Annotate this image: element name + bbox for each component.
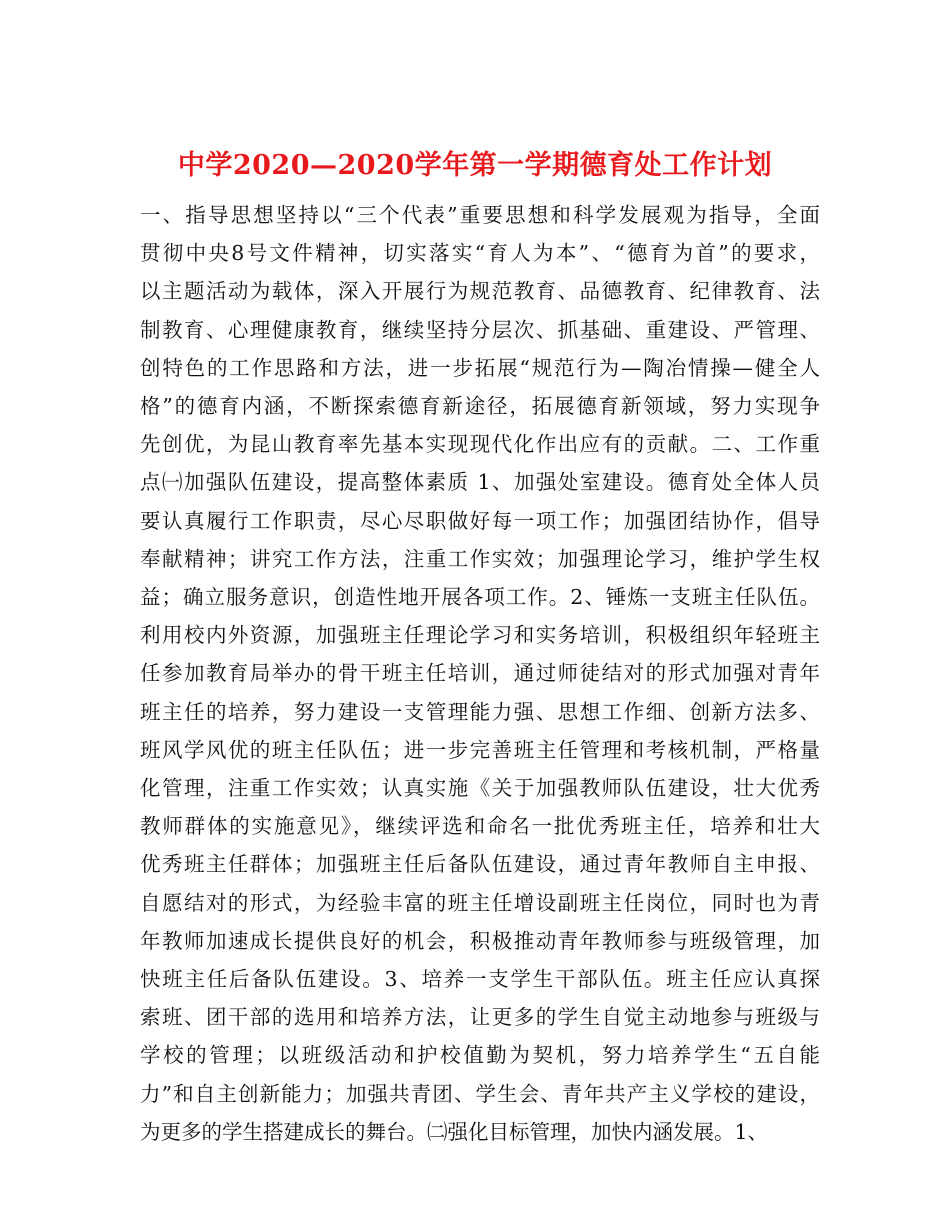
body-line: 化管理，注重工作实效；认真实施《关于加强教师队伍建设，壮大优秀 xyxy=(140,776,820,801)
body-line: 班风学风优的班主任队伍；进一步完善班主任管理和考核机制，严格量 xyxy=(140,737,820,762)
body-line: 先创优，为昆山教育率先基本实现现代化作出应有的贡献。二、工作重 xyxy=(140,432,820,457)
body-line: 创特色的工作思路和方法，进一步拓展“规范行为—陶冶情操—健全人 xyxy=(140,355,820,380)
body-line: 点㈠加强队伍建设，提高整体素质 1、加强处室建设。德育处全体人员 xyxy=(140,470,820,495)
body-line: 贯彻中央8号文件精神，切实落实“育人为本”、“德育为首”的要求， xyxy=(140,241,820,266)
document-title: 中学2020—2020学年第一学期德育处工作计划 xyxy=(177,150,773,182)
body-line: 力”和自主创新能力；加强共青团、学生会、青年共产主义学校的建设， xyxy=(140,1081,820,1106)
body-line: 制教育、心理健康教育，继续坚持分层次、抓基础、重建设、严管理、 xyxy=(140,317,820,342)
body-line: 教师群体的实施意见》，继续评选和命名一批优秀班主任，培养和壮大 xyxy=(140,814,820,839)
body-line: 为更多的学生搭建成长的舞台。㈡强化目标管理，加快内涵发展。1、 xyxy=(140,1119,769,1144)
body-line: 快班主任后备队伍建设。3、培养一支学生干部队伍。班主任应认真探 xyxy=(140,967,820,992)
body-line: 优秀班主任群体；加强班主任后备队伍建设，通过青年教师自主申报、 xyxy=(140,852,820,877)
body-line: 班主任的培养，努力建设一支管理能力强、思想工作细、创新方法多、 xyxy=(140,699,820,724)
body-line: 要认真履行工作职责，尽心尽职做好每一项工作；加强团结协作，倡导 xyxy=(140,508,820,533)
document-body xyxy=(140,196,820,1151)
body-line: 奉献精神；讲究工作方法，注重工作实效；加强理论学习，维护学生权 xyxy=(140,546,820,571)
body-line: 利用校内外资源，加强班主任理论学习和实务培训，积极组织年轻班主 xyxy=(140,623,820,648)
body-line: 自愿结对的形式，为经验丰富的班主任增设副班主任岗位，同时也为青 xyxy=(140,890,820,915)
body-line: 一、指导思想坚持以“三个代表”重要思想和科学发展观为指导，全面 xyxy=(140,203,820,227)
body-line: 以主题活动为载体，深入开展行为规范教育、品德教育、纪律教育、法 xyxy=(140,279,820,304)
body-line: 索班、团干部的选用和培养方法，让更多的学生自觉主动地参与班级与 xyxy=(140,1005,820,1030)
body-line: 益；确立服务意识，创造性地开展各项工作。2、锤炼一支班主任队伍。 xyxy=(140,585,820,610)
body-line: 任参加教育局举办的骨干班主任培训，通过师徒结对的形式加强对青年 xyxy=(140,661,820,686)
body-line: 学校的管理；以班级活动和护校值勤为契机，努力培养学生“五自能 xyxy=(140,1043,820,1068)
body-line: 年教师加速成长提供良好的机会，积极推动青年教师参与班级管理，加 xyxy=(140,928,820,953)
body-line: 格”的德育内涵，不断探索德育新途径，拓展德育新领域，努力实现争 xyxy=(140,394,820,419)
